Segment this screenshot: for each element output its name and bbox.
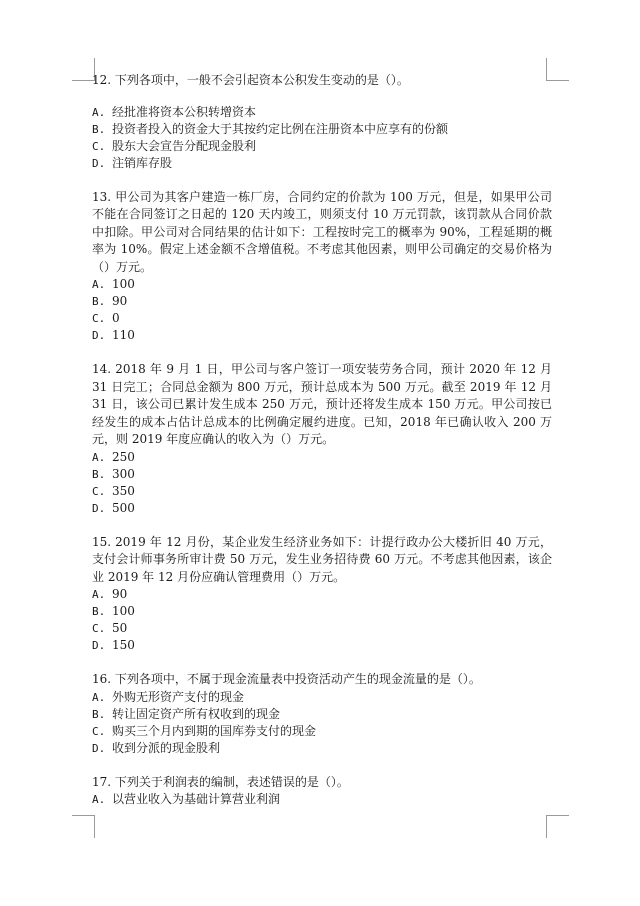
option-text: 以营业收入为基础计算营业利润	[112, 792, 281, 806]
option-list	[92, 791, 552, 808]
option-text: 500	[112, 500, 135, 515]
option-text: 0	[112, 311, 120, 325]
option-letter: C.	[92, 484, 106, 498]
answer-option	[92, 104, 552, 121]
option-letter: D.	[92, 741, 106, 755]
option-text: 150	[112, 638, 135, 652]
option-letter: A.	[92, 793, 106, 806]
option-letter: A.	[92, 588, 106, 601]
answer-option	[92, 327, 552, 344]
question-stem: 13. 甲公司为其客户建造一栋厂房，合同约定的价款为 100 万元，但是，如果甲公司不能在合同签订之日起的 120 天内竣工，则须支付 10 万元罚款，该罚款从合同价款中扣除。甲公司对合同结果的估计如下：工程按时完工的概率为 90%，工程延期的概率为 10%。假定上述金额不含增值税。不考虑其他因素，则甲公司确定的交易价格为（）万元。	[92, 189, 552, 274]
option-text: 90	[112, 587, 128, 601]
option-list	[92, 449, 552, 517]
option-list	[92, 586, 552, 654]
option-letter: A.	[92, 105, 106, 119]
option-letter: B.	[92, 122, 106, 136]
option-text: 经批准将资本公积转增资本	[112, 104, 257, 119]
option-letter: C.	[92, 312, 106, 325]
option-text: 50	[112, 621, 128, 635]
option-text: 购买三个月内到期的国库券支付的现金	[112, 723, 317, 738]
answer-option	[92, 483, 552, 500]
option-letter: D.	[92, 329, 106, 342]
option-letter: D.	[92, 639, 106, 652]
option-list	[92, 276, 552, 344]
question-block	[92, 189, 552, 345]
option-letter: A.	[92, 450, 106, 464]
option-text: 350	[112, 483, 135, 498]
option-text: 110	[112, 328, 135, 342]
option-letter: A.	[92, 278, 106, 291]
option-text: 股东大会宣告分配现金股利	[112, 138, 257, 153]
question-block	[92, 72, 552, 172]
answer-option	[92, 706, 552, 723]
option-letter: C.	[92, 139, 106, 153]
option-letter: D.	[92, 501, 106, 515]
answer-option	[92, 620, 552, 637]
option-letter: B.	[92, 707, 106, 721]
question-stem: 15. 2019 年 12 月份，某企业发生经济业务如下：计提行政办公大楼折旧 40 万元，支付会计师事务所审计费 50 万元，发生业务招待费 60 万元。不考虑其他因素，该企业 2019 年 12 月份应确认管理费用（）万元。	[92, 534, 552, 584]
question-block	[92, 534, 552, 655]
answer-option	[92, 723, 552, 740]
option-text: 投资者投入的资金大于其按约定比例在注册资本中应享有的份额	[112, 121, 449, 136]
question-stem: 14. 2018 年 9 月 1 日，甲公司与客户签订一项安装劳务合同，预计 2020 年 12 月 31 日完工；合同总金额为 800 万元，预计总成本为 500 万元。截至 2019 年 12 月 31 日，该公司已累计发生成本 250 万元，预计还将发生成本 150 万元。甲公司按已经发生的成本占估计总成本的比例确定履约进度。已知，2018 年已确认收入 200 万元，则 2019 年度应确认的收入为（）万元。	[92, 362, 552, 446]
option-text: 100	[112, 604, 135, 618]
option-list	[92, 689, 552, 757]
option-letter: C.	[92, 622, 106, 635]
question-stem: 12. 下列各项中，一般不会引起资本公积发生变动的是（）。	[92, 73, 409, 87]
option-letter: B.	[92, 467, 106, 481]
option-letter: B.	[92, 605, 106, 618]
question-block	[92, 361, 552, 517]
option-text: 外购无形资产支付的现金	[112, 689, 245, 704]
answer-option	[92, 791, 552, 808]
answer-option	[92, 310, 552, 327]
answer-option	[92, 293, 552, 310]
answer-option	[92, 466, 552, 483]
option-text: 90	[112, 294, 128, 308]
answer-option	[92, 138, 552, 155]
question-block	[92, 774, 552, 809]
option-text: 转让固定资产所有权收到的现金	[112, 706, 281, 721]
option-letter: D.	[92, 156, 106, 170]
answer-option	[92, 637, 552, 654]
option-letter: A.	[92, 690, 106, 704]
document-body	[92, 72, 552, 825]
question-block	[92, 671, 552, 757]
answer-option	[92, 689, 552, 706]
answer-option	[92, 121, 552, 138]
question-stem: 17. 下列关于利润表的编制，表述错误的是（）。	[92, 774, 349, 789]
answer-option	[92, 586, 552, 603]
answer-option	[92, 449, 552, 466]
answer-option	[92, 276, 552, 293]
option-list	[92, 104, 552, 172]
option-text: 注销库存股	[112, 155, 173, 170]
question-stem: 16. 下列各项中，不属于现金流量表中投资活动产生的现金流量的是（）。	[92, 672, 481, 686]
answer-option	[92, 603, 552, 620]
answer-option	[92, 155, 552, 172]
option-letter: B.	[92, 295, 106, 308]
option-text: 250	[112, 449, 135, 464]
option-text: 收到分派的现金股利	[112, 740, 221, 755]
answer-option	[92, 500, 552, 517]
option-text: 300	[112, 466, 135, 481]
option-text: 100	[112, 277, 135, 291]
option-letter: C.	[92, 724, 106, 738]
answer-option	[92, 740, 552, 757]
